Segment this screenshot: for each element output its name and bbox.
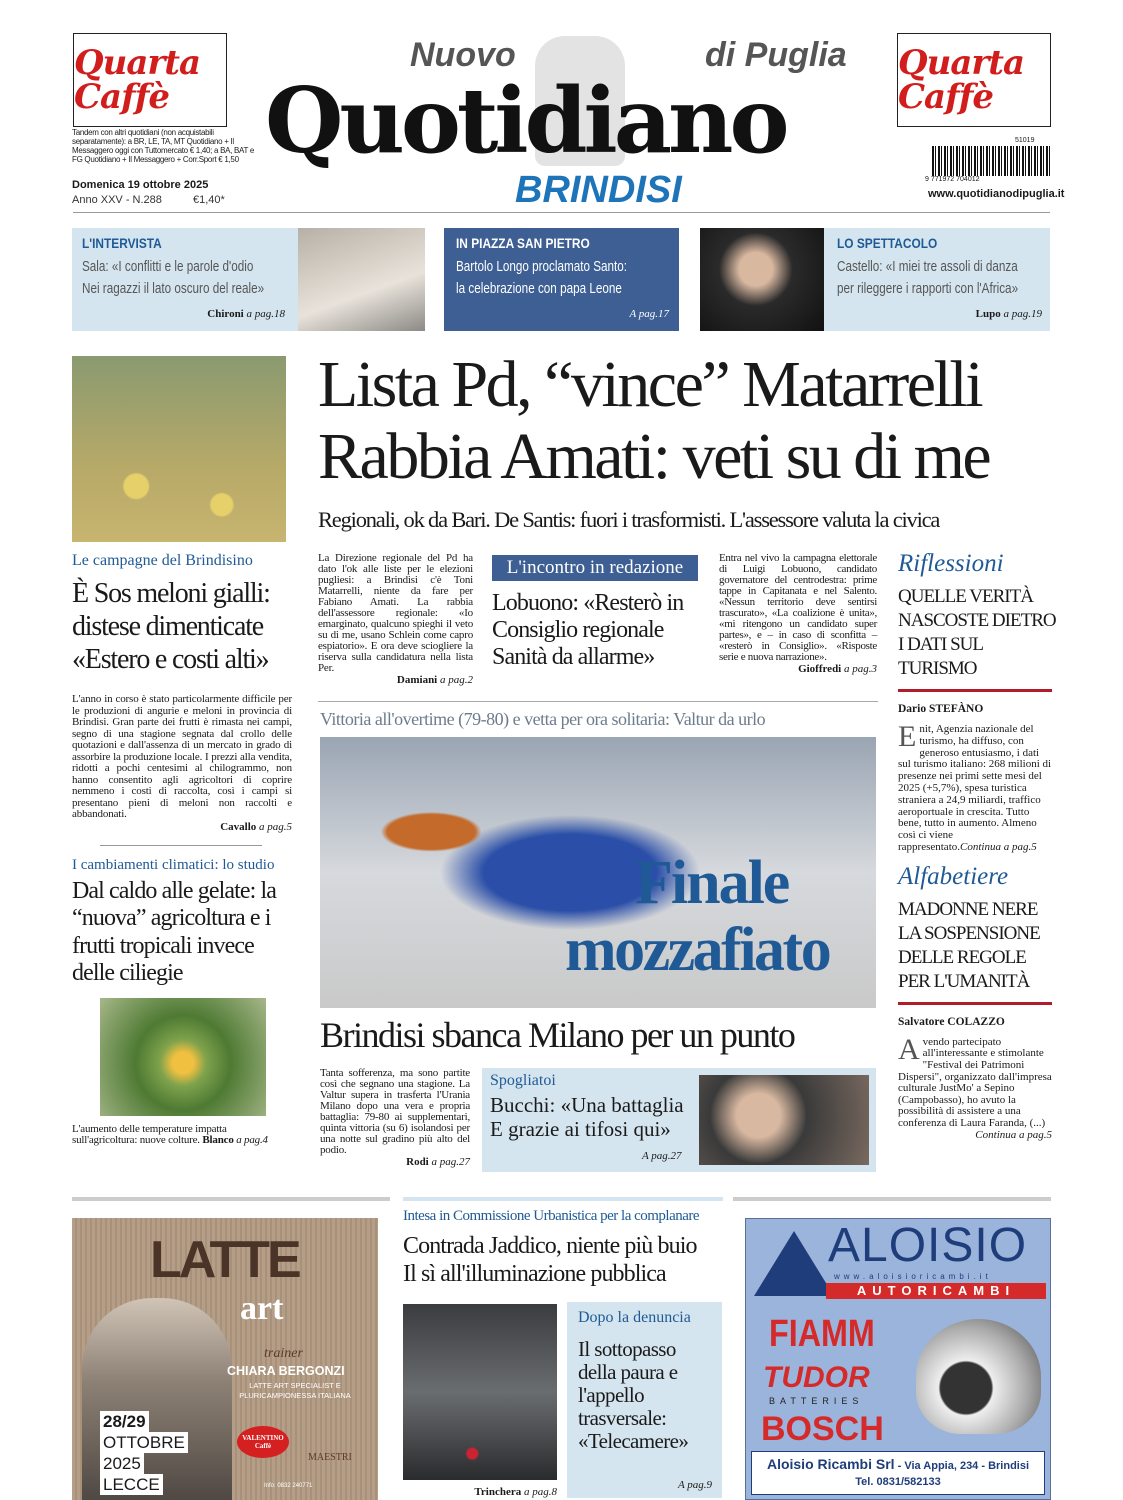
opinion-body bbox=[898, 720, 1052, 854]
lead-subtitle: Regionali, ok da Bari. De Santis: fuori i trasformisti. L'assessore valuta la civica bbox=[318, 507, 940, 532]
barcode-number: 9 771972 704012 bbox=[925, 176, 980, 183]
teaser-line: Castello: «I miei tre assoli di danza bbox=[837, 258, 1018, 275]
teaser-line: Sala: «I conflitti e le parole d'odio bbox=[82, 258, 254, 275]
article-author: Damiani bbox=[396, 674, 438, 686]
price: €1,40* bbox=[193, 194, 225, 206]
article-headline[interactable]: È Sos meloni gialli: distese dimenticate «Estero e costi alti» bbox=[72, 578, 270, 675]
issue-date: Domenica 19 ottobre 2025 bbox=[72, 179, 209, 191]
opinion-body bbox=[898, 1032, 1052, 1141]
drop-cap: A bbox=[898, 1032, 920, 1066]
caption-text: L'aumento delle temperature impatta sull'agricoltura: nuove colture. bbox=[72, 1122, 227, 1146]
teaser-page: a pag.18 bbox=[246, 308, 285, 320]
teaser-kicker: LO SPETTACOLO bbox=[837, 235, 938, 251]
drop-cap: E bbox=[898, 720, 917, 753]
opinion-title[interactable]: MADONNE NERE LA SOSPENSIONE DELLE REGOLE PER L'UMANITÀ bbox=[898, 898, 1040, 992]
divider bbox=[403, 1197, 723, 1201]
column-section: Riflessioni bbox=[898, 550, 1004, 577]
teaser-spettacolo[interactable] bbox=[700, 228, 1050, 331]
article-body: L'anno in corso è stato particolarmente difficile per le produzioni di angurie e meloni in provincia di Brindisi. Gran parte dei frutti è rimasta nei campi, segno di una stagione segnata dal crollo delle quotazioni e dall'assenza di un mercato in grado di assorbire la produzione locale. I prezzi alla vendita, ridotti a pochi centesimi al chilogrammo, non hanno consentito agli agricoltori di coprire nemmeno i costi di raccolta, così i campi si presentano pieni di meloni non raccolti e abbandonati. bbox=[72, 693, 292, 820]
brand-bosch: BOSCH bbox=[761, 1410, 884, 1448]
masthead-nuovo: Nuovo bbox=[410, 36, 516, 74]
aloisio-ad[interactable] bbox=[745, 1218, 1051, 1500]
ad-phone: Tel. 0831/582133 bbox=[855, 1476, 941, 1488]
sport-kicker: Vittoria all'overtime (79-80) e vetta per ora solitaria: Valtur da urlo bbox=[320, 709, 766, 729]
article-kicker: Intesa in Commissione Urbanistica per la complanare bbox=[403, 1208, 700, 1224]
divider bbox=[100, 845, 262, 846]
article-page-ref: a pag.2 bbox=[440, 674, 473, 686]
red-divider bbox=[898, 1002, 1052, 1005]
sponsor-logo-right[interactable] bbox=[897, 33, 1051, 127]
masthead-di-puglia: di Puglia bbox=[705, 36, 847, 74]
website-link[interactable]: www.quotidianodipuglia.it bbox=[928, 188, 1065, 200]
teaser-page: a pag.19 bbox=[1003, 308, 1042, 320]
section-label: L'incontro in redazione bbox=[492, 555, 698, 581]
lead-headline[interactable]: Lista Pd, “vince” Matarrelli bbox=[318, 348, 982, 421]
teaser-interview[interactable] bbox=[72, 228, 425, 331]
teaser-author: Chironi bbox=[207, 308, 244, 320]
ad-trainer-name: CHIARA BERGONZI bbox=[227, 1364, 345, 1378]
ad-date: 28/29 bbox=[100, 1411, 149, 1432]
underpass-photo bbox=[403, 1304, 557, 1480]
article-page-ref: a pag.4 bbox=[236, 1133, 268, 1146]
ad-url: www.aloisioricambi.it bbox=[834, 1272, 992, 1281]
lead-body: La Direzione regionale del Pd ha dato l'ok alle liste per le elezioni pugliesi: a Brindisi c'è Toni Matarrelli, niente da fare per Fabiano Amati. La rabbia dell'assessore regionale: «Io emarginato, qualcuno spieghi il veto su di me, usano Schlein come capro espiatorio». E ora deve sciogliere la riserva sulla candidatura nella lista Per. bbox=[318, 552, 473, 674]
sponsor-logo-left[interactable] bbox=[73, 33, 227, 127]
barcode bbox=[932, 146, 1050, 176]
article-page-ref: a pag.5 bbox=[259, 820, 292, 833]
maestri-logo: MAESTRI bbox=[308, 1452, 352, 1463]
brand-tudor: TUDOR bbox=[763, 1361, 870, 1394]
photo-overlay-text: Finale bbox=[635, 849, 789, 917]
basketball-photo bbox=[320, 737, 876, 1008]
box-headline: Bucchi: «Una battaglia bbox=[490, 1093, 684, 1117]
box-headline: E grazie ai tifosi qui» bbox=[490, 1117, 671, 1141]
box-headline: Il sottopasso della paura e l'appello trasversale: «Telecamere» bbox=[578, 1337, 689, 1453]
lead-headline[interactable]: Rabbia Amati: veti su di me bbox=[318, 420, 990, 493]
brand-sub: Caffè bbox=[254, 1442, 272, 1450]
sport-text bbox=[320, 1068, 470, 1168]
ad-address: - Via Appia, 234 - Brindisi bbox=[894, 1460, 1030, 1472]
continue-ref: Continua a pag.5 bbox=[960, 840, 1037, 853]
opinion-title[interactable]: QUELLE VERITÀ NASCOSTE DIETRO I DATI SUL TURISMO bbox=[898, 586, 1056, 679]
valentino-logo bbox=[237, 1426, 289, 1458]
teaser-line: Bartolo Longo proclamato Santo: bbox=[456, 258, 628, 275]
article-page-ref: a pag.3 bbox=[844, 663, 877, 675]
helmet-image bbox=[916, 1319, 1041, 1434]
tandem-note: Tandem con altri quotidiani (non acquistabili separatamente): a BR, LE, TA, MT Quotidiano + Il Messaggero oggi con Tuttomercato € 1,40; a BA, BAT e FG Quotidiano + Il Messaggero + Corr.Sport € 1,50 bbox=[72, 128, 254, 164]
right-column bbox=[898, 549, 1058, 1141]
sponsor-logo-text: Quarta Caffè bbox=[74, 43, 201, 117]
header-divider bbox=[73, 212, 1050, 213]
brand-text: VALENTINO bbox=[242, 1434, 284, 1442]
brand-tudor-sub: BATTERIES bbox=[769, 1396, 864, 1406]
brand-fiamm: FIAMM bbox=[769, 1313, 875, 1355]
opinion-author: Dario STEFÀNO bbox=[898, 703, 984, 715]
ad-contact-box bbox=[751, 1451, 1045, 1495]
sponsor-logo-text: Quarta Caffè bbox=[898, 43, 1025, 117]
divider bbox=[72, 1197, 390, 1201]
photo-caption bbox=[72, 1124, 292, 1147]
aloisio-logo-mark bbox=[754, 1231, 834, 1296]
teaser-line: per rileggere i rapporti con l'Africa» bbox=[837, 280, 1019, 297]
teaser-san-pietro[interactable] bbox=[444, 228, 679, 331]
ad-trainer-label: trainer bbox=[264, 1346, 303, 1361]
ad-info: Info: 0832 240771 bbox=[264, 1483, 313, 1489]
article-author: Blanco bbox=[202, 1133, 234, 1146]
article-author: Rodi bbox=[406, 1156, 429, 1168]
opinion-author: Salvatore COLAZZO bbox=[898, 1015, 1005, 1028]
teaser-kicker: L'INTERVISTA bbox=[82, 235, 162, 251]
teaser-line: la celebrazione con papa Leone bbox=[456, 280, 622, 297]
coach-photo bbox=[699, 1075, 869, 1165]
ad-month: OTTOBRE bbox=[100, 1432, 188, 1453]
article-page-ref: a pag.27 bbox=[431, 1156, 470, 1168]
opinion-text: vendo partecipato all'interessante e stimolante "Festival dei Patrimoni Dispersi", organizzato dall'impresa culturale JustMo' a Sepino (Campobasso), ho avuto la possibilità di assistere a una conferenza di Laura Faranda, (...) bbox=[898, 1035, 1052, 1129]
teaser-photo bbox=[700, 228, 824, 331]
article-author: Gioffredi bbox=[798, 663, 842, 675]
box-page-ref: A pag.9 bbox=[677, 1479, 712, 1491]
ad-title: LATTE bbox=[150, 1231, 299, 1289]
ad-brand: ALOISIO bbox=[828, 1219, 1028, 1272]
divider bbox=[318, 701, 878, 702]
ad-year: 2025 bbox=[100, 1453, 144, 1474]
article-kicker: I cambiamenti climatici: lo studio bbox=[72, 856, 275, 873]
edition-name: BRINDISI bbox=[515, 169, 682, 211]
divider bbox=[733, 1197, 1051, 1201]
sport-body: Tanta sofferenza, ma sono partite così che segnano una stagione. La Valtur supera in trasferta l'Urania Milano dopo una vera e propria battaglia: 79-80 ai supplementari, quinta vittoria (su 6) isolandosi per una notte sul gradino più alto del podio. bbox=[320, 1067, 470, 1156]
papaya-photo bbox=[100, 998, 266, 1116]
continue-ref: Continua a pag.5 bbox=[975, 1128, 1052, 1141]
ad-title: art bbox=[240, 1290, 284, 1327]
teaser-kicker: IN PIAZZA SAN PIETRO bbox=[456, 235, 590, 251]
masthead-title: Quotidiano bbox=[265, 68, 786, 174]
left-column bbox=[72, 551, 297, 1146]
article-author: Trinchera bbox=[474, 1486, 522, 1498]
red-divider bbox=[898, 689, 1052, 692]
melons-field-photo bbox=[72, 356, 286, 542]
teaser-page: A pag.17 bbox=[629, 308, 669, 320]
sport-headline[interactable]: Brindisi sbanca Milano per un punto bbox=[320, 1015, 795, 1055]
ad-subtitle: AUTORICAMBI bbox=[826, 1283, 1046, 1299]
article-page-ref: a pag.8 bbox=[524, 1486, 557, 1498]
lead-col3 bbox=[719, 553, 877, 675]
teaser-photo bbox=[298, 228, 425, 331]
article-headline[interactable]: Dal caldo alle gelate: la “nuova” agricoltura e i frutti tropicali invece delle ciliegie bbox=[72, 877, 277, 986]
ad-city: LECCE bbox=[100, 1474, 163, 1495]
column-section: Alfabetiere bbox=[898, 862, 1009, 890]
teaser-author: Lupo bbox=[975, 308, 1001, 320]
article-kicker: Le campagne del Brindisino bbox=[72, 552, 253, 569]
spogliatoi-box[interactable] bbox=[482, 1068, 876, 1172]
box-kicker: Dopo la denuncia bbox=[578, 1309, 691, 1326]
article-headline[interactable]: Contrada Jaddico, niente più buio bbox=[403, 1233, 697, 1259]
teaser-line: Nei ragazzi il lato oscuro del reale» bbox=[82, 280, 265, 297]
opinion-text: nit, Agenzia nazionale del turismo, ha diffuso, con generoso entusiasmo, i dati sul turismo italiano: 268 milioni di presenze nei primi sette mesi del 2025 (+5,7%), spesa turistica straniera a 24,9 miliardi, traffico aeroportuale in crescita. Tutto bene, tutto in aumento. Almeno così ci viene rappresentato. bbox=[898, 723, 1052, 853]
photo-overlay-text: mozzafiato bbox=[565, 916, 830, 984]
masthead[interactable] bbox=[265, 28, 865, 213]
article-author: Cavallo bbox=[220, 820, 257, 833]
latte-art-ad[interactable] bbox=[72, 1218, 378, 1500]
article-headline[interactable]: Il sì all'illuminazione pubblica bbox=[403, 1261, 666, 1287]
ad-trainer-desc: LATTE ART SPECIALIST E PLURICAMPIONESSA ITALIANA bbox=[239, 1381, 351, 1400]
denuncia-box[interactable] bbox=[567, 1302, 722, 1498]
lead-body: Entra nel vivo la campagna elettorale di Luigi Lobuono, candidato governatore del centrodestra: prime tappe in Capitanata e nel Salento. «Nessun territorio deve sentirsi trascurato», «La coalizione è unita», «mi ritengono un candidato super partes», e – in caso di sconfitta – «resterò in Consiglio». «Risposte serie e nuova narrazione». bbox=[719, 552, 877, 663]
lead-col1 bbox=[318, 553, 473, 686]
box-kicker: Spogliatoi bbox=[490, 1072, 556, 1089]
issue-number: Anno XXV - N.288 bbox=[72, 194, 162, 206]
ad-company: Aloisio Ricambi Srl bbox=[766, 1456, 895, 1472]
barcode-addon: 51019 bbox=[1015, 137, 1035, 144]
box-page-ref: A pag.27 bbox=[642, 1150, 682, 1162]
interview-headline[interactable]: Lobuono: «Resterò in Consiglio regionale Sanità da allarme» bbox=[492, 590, 684, 670]
